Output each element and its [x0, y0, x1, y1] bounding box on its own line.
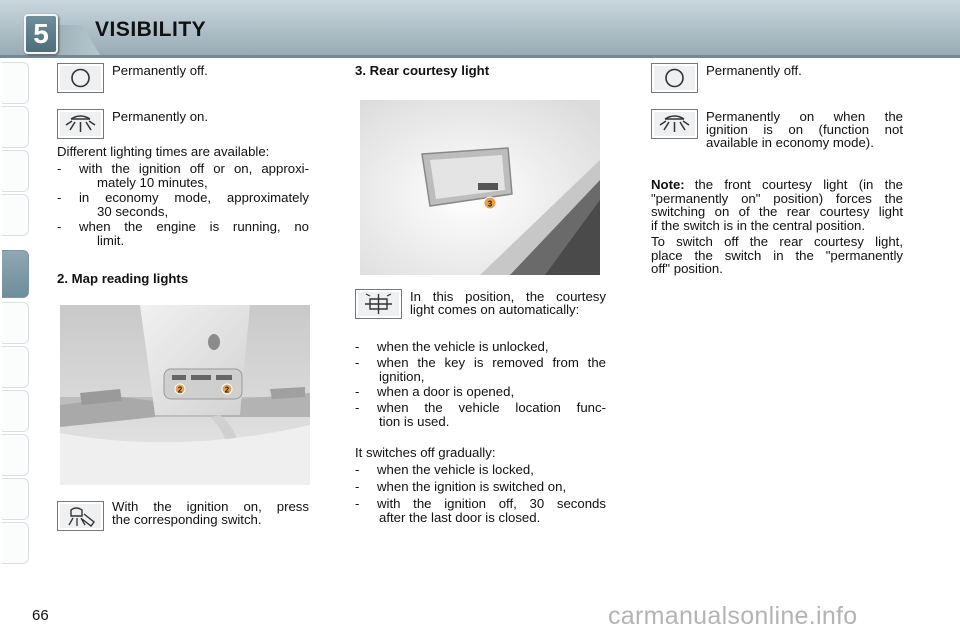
light-on-icon [651, 109, 698, 139]
side-tab[interactable] [2, 302, 29, 344]
note-label: Note: [651, 177, 685, 192]
side-tab[interactable] [2, 150, 29, 192]
switch-instruction-line: the corresponding switch. [112, 512, 262, 527]
side-tab[interactable] [2, 346, 29, 388]
side-tab[interactable] [2, 62, 29, 104]
light-off-icon [651, 63, 698, 93]
rear-courtesy-light-heading: 3. Rear courtesy light [355, 63, 490, 78]
permanently-on-ignition-text: Permanently on when the [706, 109, 903, 124]
light-off-icon [57, 63, 104, 93]
switch-off-paragraph: To switch off the rear courtesy light, place the switch in the "permanently off" position. [651, 234, 903, 276]
side-tab-active[interactable] [2, 250, 29, 298]
page-number: 66 [32, 607, 49, 624]
watermark: carmanualsonline.info [608, 602, 858, 630]
permanently-on-label: Permanently on. [112, 109, 209, 124]
auto-mode-description: light comes on automatically: [410, 302, 580, 317]
side-tab[interactable] [2, 434, 29, 476]
side-tab[interactable] [2, 194, 29, 236]
side-tab[interactable] [2, 478, 29, 520]
side-tab[interactable] [2, 522, 29, 564]
header-divider [0, 55, 960, 58]
page-title: VISIBILITY [95, 18, 207, 41]
lighting-times-intro: Different lighting times are available: [57, 144, 270, 159]
auto-mode-description: In this position, the courtesy [410, 289, 606, 304]
map-reading-light-image [60, 305, 310, 485]
side-tab[interactable] [2, 106, 29, 148]
light-on-icon [57, 109, 104, 139]
switch-instruction-line: With the ignition on, press [112, 499, 309, 514]
chapter-side-tabs [0, 62, 30, 572]
permanently-off-label: Permanently off. [112, 63, 208, 78]
map-light-marker: 2 [177, 385, 183, 395]
permanently-on-ignition-text: available in economy mode). [706, 135, 874, 150]
map-reading-lights-heading: 2. Map reading lights [57, 271, 189, 286]
door-light-icon [355, 289, 402, 319]
switch-off-intro: It switches off gradually: [355, 445, 496, 460]
side-tab[interactable] [2, 390, 29, 432]
rear-courtesy-light-image [360, 100, 600, 275]
permanently-on-ignition-text: ignition is on (function not [706, 122, 903, 137]
note-paragraph: Note: the front courtesy light (in the "permanently on" position) forces the switching on of the rear courtesy light if the switch is in the central position. [651, 177, 903, 233]
courtesy-light-marker: 3 [487, 199, 493, 209]
map-light-marker: 2 [224, 385, 230, 395]
permanently-off-label: Permanently off. [706, 63, 802, 78]
reading-light-icon [57, 501, 104, 531]
chapter-number-badge: 5 [24, 14, 58, 54]
